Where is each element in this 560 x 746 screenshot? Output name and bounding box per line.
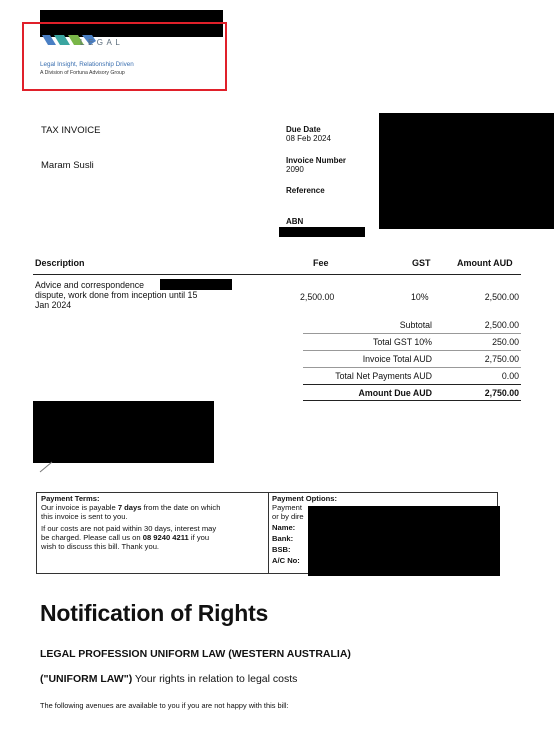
bsb-label: BSB: — [272, 545, 291, 554]
bank-label: Bank: — [272, 534, 294, 543]
payment-terms-line4: be charged. Please call us on 08 9240 4211 if you — [41, 533, 210, 542]
act-heading: LEGAL PROFESSION UNIFORM LAW (WESTERN AUSTRALIA) — [40, 648, 351, 660]
client-name: Maram Susli — [41, 160, 94, 171]
rights-title: Notification of Rights — [40, 600, 269, 626]
row-amount: 2,500.00 — [484, 292, 519, 302]
name-label: Name: — [272, 523, 296, 532]
row-desc-line3: Jan 2024 — [35, 300, 72, 310]
row-gst: 10% — [411, 292, 429, 302]
uniform-law-heading: ("UNIFORM LAW") Your rights in relation to legal costs — [40, 673, 298, 685]
avenues-text: The following avenues are available to you if you are not happy with this bill: — [40, 701, 289, 710]
acno-label: A/C No: — [272, 556, 300, 565]
redacted-matter — [160, 279, 232, 290]
invoice-number-label: Invoice Number — [286, 156, 347, 165]
totals-rule-2 — [303, 350, 521, 351]
row-fee: 2,500.00 — [300, 292, 335, 302]
totals-rule-3 — [303, 367, 521, 368]
subtotal-label: Subtotal — [399, 320, 432, 330]
payment-terms-line2: this invoice is sent to you. — [41, 512, 128, 521]
abn-label: ABN — [286, 217, 304, 226]
col-description: Description — [35, 258, 85, 268]
reference-label: Reference — [286, 186, 325, 195]
row-desc-line1: Advice and correspondence — [35, 280, 145, 290]
amount-due-label: Amount Due AUD — [358, 388, 432, 398]
signature-stroke — [38, 460, 58, 474]
redacted-abn — [279, 227, 365, 237]
redacted-address — [379, 113, 554, 229]
redacted-signature — [33, 401, 214, 463]
redacted-payment-details — [308, 506, 500, 576]
payment-terms — [41, 494, 266, 551]
invoice-total-value: 2,750.00 — [484, 354, 519, 364]
payment-terms-line5: wish to discuss this bill. Thank you. — [41, 542, 160, 551]
logo-tagline: Legal Insight, Relationship Driven — [40, 61, 134, 68]
logo-wordmark: LEGAL — [80, 38, 124, 47]
payment-terms-line3: If our costs are not paid within 30 days, interest may — [41, 524, 217, 533]
payment-options-line1: Payment — [272, 503, 302, 512]
total-gst-value: 250.00 — [492, 337, 519, 347]
table-header-rule — [33, 274, 521, 275]
logo-division: A Division of Fortuna Advisory Group — [40, 70, 125, 76]
payment-terms-heading: Payment Terms: — [41, 494, 100, 503]
totals-rule-5 — [303, 400, 521, 401]
net-payments-value: 0.00 — [501, 371, 519, 381]
payment-box-divider — [268, 492, 269, 574]
subtotal-value: 2,500.00 — [484, 320, 519, 330]
due-date-value: 08 Feb 2024 — [286, 134, 331, 143]
col-fee: Fee — [313, 258, 329, 268]
payment-terms-line1: Our invoice is payable 7 days from the date on which — [41, 503, 221, 512]
amount-due-value: 2,750.00 — [484, 388, 519, 398]
invoice-total-label: Invoice Total AUD — [362, 354, 432, 364]
net-payments-label: Total Net Payments AUD — [335, 371, 432, 381]
col-amount: Amount AUD — [457, 258, 513, 268]
totals-rule-4 — [303, 384, 521, 385]
invoice-number-value: 2090 — [286, 165, 304, 174]
total-gst-label: Total GST 10% — [372, 337, 432, 347]
row-desc-line2: dispute, work done from inception until 15 — [35, 290, 198, 300]
document-title: TAX INVOICE — [41, 125, 101, 136]
due-date-label: Due Date — [286, 125, 321, 134]
totals-rule-1 — [303, 333, 521, 334]
col-gst: GST — [412, 258, 431, 268]
payment-options-heading: Payment Options: — [272, 494, 337, 503]
payment-options-line2: or by dire — [272, 512, 304, 521]
